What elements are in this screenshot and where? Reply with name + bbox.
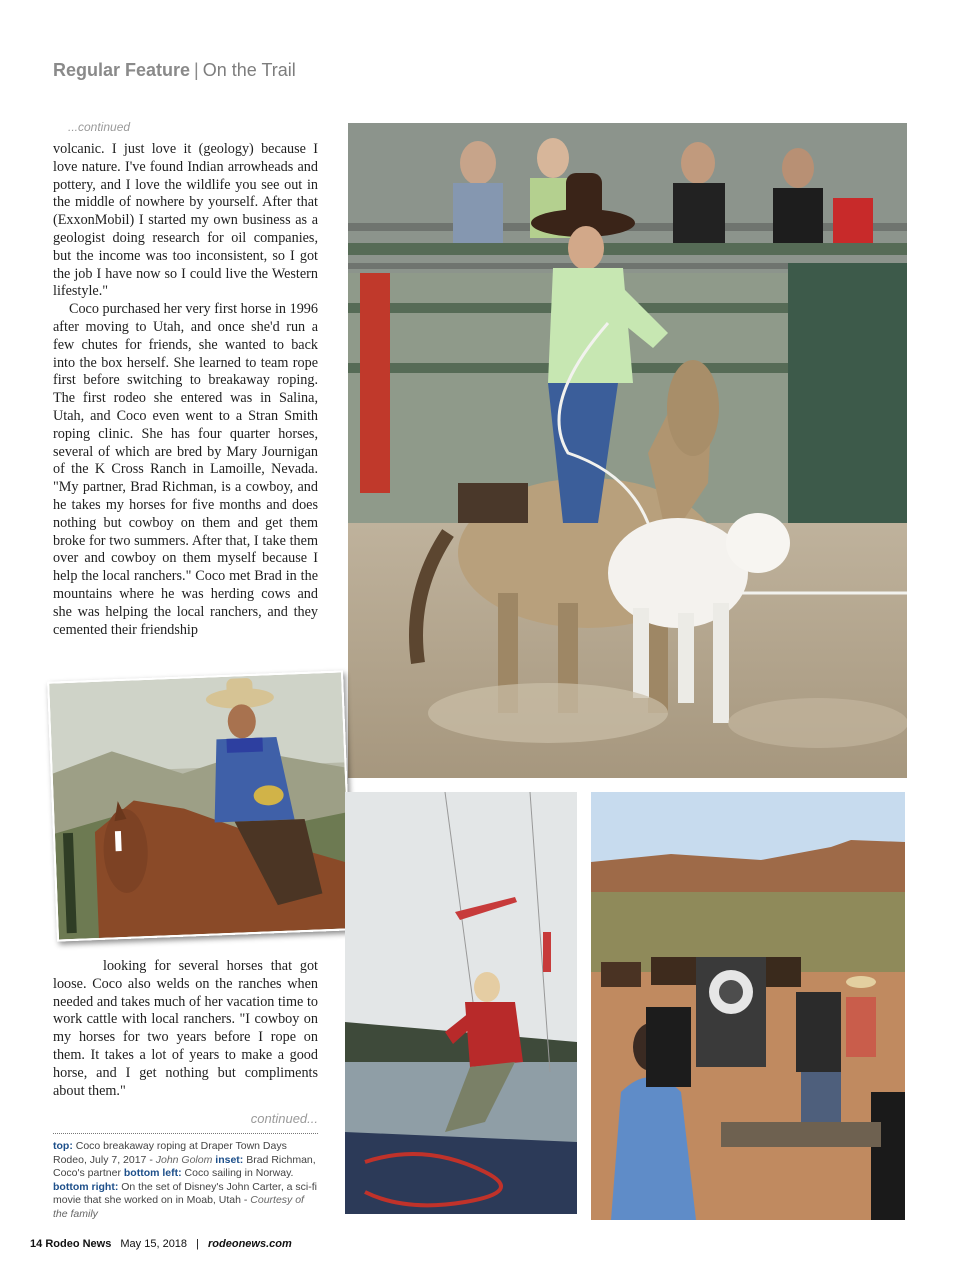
caption-label-bottom-left: bottom left: [123,1167,182,1179]
caption-credit-top: John Golom [155,1153,213,1166]
caption-credit-bottom-right: Courtesy of the family [53,1194,304,1220]
caption-label-bottom-right: bottom right: [53,1180,119,1193]
article-column-2 [53,958,318,1100]
section-header [53,60,296,81]
article-paragraph: Coco purchased her very first horse in 1996 after moving to Utah, and once she'd run a few chutes for friends, she wanted to back into the box herself. She learned to team rope first before switching to breakaway roping. The first rodeo she entered was in Salina, Utah, and Coco even went to a Stran Smith roping clinic. She has four quarter horses, several of which are bred by Mary Journigan of the K Cross Ranch in Lamoille, Nevada. "My partner, Brad Richman, is a cowboy, and he takes my horses for five months and does nothing but cowboy on them and get them broke for two summers. After that, I take them over and cowboy on them myself because I help the local ranchers." Coco met Brad in the mountains where he was herding cows and she was helping the local ranchers, and they cemented their friendship [53,301,318,638]
header-separator: | [194,60,199,80]
photo-breakaway-roping [348,123,907,778]
article-column-1 [53,141,318,639]
issue-date: May 15, 2018 [120,1238,188,1250]
photo-inset-brad-richman [47,670,353,941]
website-link[interactable]: rodeonews.com [208,1238,292,1250]
caption-text-bottom-right: On the set of Disney's John Carter, a sci-fi movie that she worked on in Moab, Utah - [53,1180,317,1206]
caption-text-top: Coco breakaway roping at Draper Town Days Rodeo, July 7, 2017 - [53,1140,287,1166]
photo-coco-sailing [345,792,577,1214]
continued-marker-top: ...continued [68,120,131,134]
page-footer [30,1238,292,1250]
photo-caption [53,1140,321,1221]
caption-label-inset: inset: [215,1153,244,1166]
caption-label-top: top: [53,1140,73,1152]
article-paragraph: volcanic. I just love it (geology) because I love nature. I've found Indian arrowheads and pottery, and I love the wildlife you see out in the middle of nowhere by yourself. After that (ExxonMobil) I started my own business as a geologist doing research for oil companies, but the income was too inconsistent, so I got the job I have now so I could live the Western lifestyle." [53,141,318,300]
caption-text-inset: Brad Richman, Coco's partner [53,1153,316,1179]
caption-divider [53,1133,318,1134]
photo-movie-set-moab [591,792,905,1220]
caption-text-bottom-left: Coco sailing in Norway. [184,1167,294,1179]
page-number: 14 [30,1238,43,1250]
footer-separator: | [196,1238,199,1250]
continued-marker-bottom: continued... [250,1111,318,1126]
section-title: Regular Feature [53,60,191,80]
subsection-title: On the Trail [202,60,296,80]
article-paragraph: looking for several horses that got loose. Coco also welds on the ranches when needed and takes much of her vacation time to work cattle with local ranchers. "I cowboy on my horses for two years before I rope on them. It takes a lot of years to make a good horse, and I get nothing but compliments about them." [53,958,318,1099]
magazine-name: Rodeo News [45,1238,112,1250]
